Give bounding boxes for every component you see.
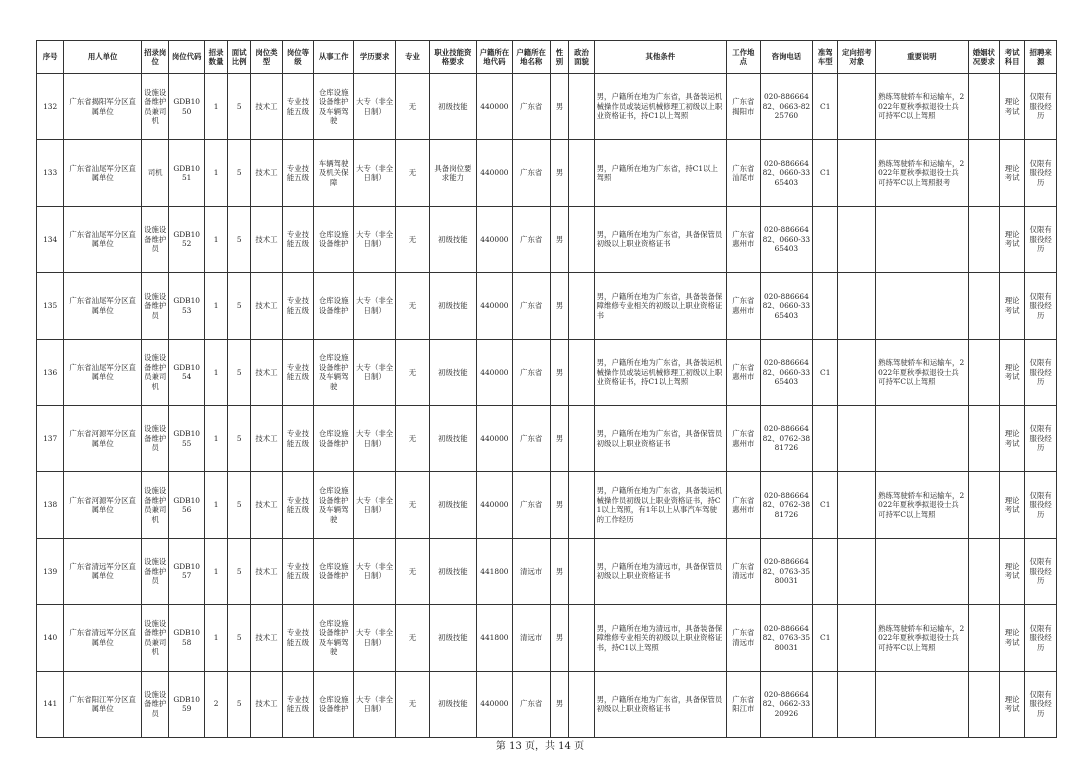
cell-edu: 大专（非全日制） (354, 140, 396, 206)
cell-hcode: 440000 (477, 405, 513, 471)
column-header: 户籍所在地名称 (512, 41, 550, 74)
cell-work: 仓库设施设备维护 (314, 206, 354, 272)
cell-count: 1 (205, 273, 228, 339)
cell-code: GDB1053 (169, 273, 205, 339)
table-header-row (37, 41, 1057, 74)
cell-exam: 理论考试 (1000, 74, 1025, 140)
cell-place: 广东省清远市 (727, 538, 761, 604)
cell-license (813, 538, 838, 604)
cell-type: 技术工 (251, 405, 283, 471)
cell-post: 设施设备维护员兼司机 (142, 74, 169, 140)
cell-level: 专业技能五级 (282, 273, 314, 339)
cell-target (838, 140, 876, 206)
cell-hname: 广东省 (512, 74, 550, 140)
cell-edu: 大专（非全日制） (354, 605, 396, 671)
table-row (37, 339, 1057, 405)
cell-type: 技术工 (251, 605, 283, 671)
cell-exam: 理论考试 (1000, 339, 1025, 405)
cell-note (876, 405, 968, 471)
cell-political (569, 538, 594, 604)
cell-type: 技术工 (251, 273, 283, 339)
cell-political (569, 671, 594, 737)
cell-other: 男，户籍所在地为清远市，具备保管员初级以上职业资格证书 (594, 538, 726, 604)
cell-type: 技术工 (251, 671, 283, 737)
cell-target (838, 206, 876, 272)
cell-target (838, 671, 876, 737)
cell-sex: 男 (550, 74, 569, 140)
cell-major: 无 (396, 405, 430, 471)
cell-post: 设施设备维护员 (142, 206, 169, 272)
cell-source: 仅限有服役经历 (1025, 74, 1057, 140)
cell-ratio: 5 (228, 140, 251, 206)
cell-ratio: 5 (228, 472, 251, 538)
cell-place: 广东省惠州市 (727, 472, 761, 538)
cell-other: 男，户籍所在地为广东省，持C1以上驾照 (594, 140, 726, 206)
cell-target (838, 472, 876, 538)
cell-target (838, 339, 876, 405)
cell-edu: 大专（非全日制） (354, 538, 396, 604)
table-row (37, 405, 1057, 471)
column-header: 婚姻状况要求 (968, 41, 1000, 74)
cell-work: 仓库设施设备维护及车辆驾驶 (314, 74, 354, 140)
cell-marriage (968, 538, 1000, 604)
cell-skill: 初级技能 (429, 339, 476, 405)
cell-place: 广东省揭阳市 (727, 74, 761, 140)
cell-phone: 020-88666482、0660-3365403 (760, 206, 813, 272)
cell-phone: 020-88666482、0662-3320926 (760, 671, 813, 737)
cell-source: 仅限有服役经历 (1025, 339, 1057, 405)
cell-exam: 理论考试 (1000, 140, 1025, 206)
cell-skill: 初级技能 (429, 671, 476, 737)
cell-phone: 020-88666482、0660-3365403 (760, 339, 813, 405)
cell-source: 仅限有服役经历 (1025, 273, 1057, 339)
cell-marriage (968, 472, 1000, 538)
cell-sex: 男 (550, 140, 569, 206)
cell-hcode: 440000 (477, 206, 513, 272)
cell-sex: 男 (550, 339, 569, 405)
cell-edu: 大专（非全日制） (354, 671, 396, 737)
cell-unit: 广东省汕尾军分区直属单位 (64, 273, 142, 339)
cell-skill: 初级技能 (429, 605, 476, 671)
cell-count: 1 (205, 339, 228, 405)
cell-license (813, 671, 838, 737)
cell-work: 仓库设施设备维护及车辆驾驶 (314, 339, 354, 405)
column-header: 政治面貌 (569, 41, 594, 74)
cell-count: 1 (205, 140, 228, 206)
cell-note: 熟练驾驶轿车和运输车，2022年夏秋季拟退役士兵可持军C以上驾照报考 (876, 140, 968, 206)
cell-phone: 020-88666482、0663-8225760 (760, 74, 813, 140)
cell-code: GDB1058 (169, 605, 205, 671)
cell-major: 无 (396, 339, 430, 405)
cell-no: 138 (37, 472, 64, 538)
cell-work: 仓库设施设备维护及车辆驾驶 (314, 605, 354, 671)
cell-marriage (968, 140, 1000, 206)
cell-hname: 清远市 (512, 538, 550, 604)
cell-phone: 020-88666482、0762-3881726 (760, 405, 813, 471)
table-row (37, 273, 1057, 339)
cell-phone: 020-88666482、0660-3365403 (760, 273, 813, 339)
cell-edu: 大专（非全日制） (354, 339, 396, 405)
cell-edu: 大专（非全日制） (354, 405, 396, 471)
table-row (37, 140, 1057, 206)
cell-hname: 广东省 (512, 273, 550, 339)
cell-no: 132 (37, 74, 64, 140)
cell-exam: 理论考试 (1000, 671, 1025, 737)
table-row (37, 206, 1057, 272)
cell-sex: 男 (550, 472, 569, 538)
cell-work: 仓库设施设备维护及车辆驾驶 (314, 472, 354, 538)
cell-major: 无 (396, 273, 430, 339)
column-header: 职业技能资格要求 (429, 41, 476, 74)
cell-sex: 男 (550, 538, 569, 604)
cell-target (838, 605, 876, 671)
cell-note: 熟练驾驶轿车和运输车，2022年夏秋季拟退役士兵可持军C以上驾照 (876, 339, 968, 405)
table-row (37, 472, 1057, 538)
cell-unit: 广东省清远军分区直属单位 (64, 538, 142, 604)
cell-note (876, 538, 968, 604)
cell-post: 设施设备维护员兼司机 (142, 472, 169, 538)
cell-code: GDB1056 (169, 472, 205, 538)
cell-level: 专业技能五级 (282, 605, 314, 671)
cell-hcode: 441800 (477, 605, 513, 671)
table-row (37, 671, 1057, 737)
cell-exam: 理论考试 (1000, 605, 1025, 671)
cell-post: 设施设备维护员 (142, 405, 169, 471)
cell-sex: 男 (550, 605, 569, 671)
recruitment-table-sheet (36, 40, 1057, 738)
cell-no: 140 (37, 605, 64, 671)
cell-hname: 广东省 (512, 140, 550, 206)
cell-ratio: 5 (228, 273, 251, 339)
cell-note (876, 671, 968, 737)
table-row (37, 74, 1057, 140)
cell-level: 专业技能五级 (282, 140, 314, 206)
cell-edu: 大专（非全日制） (354, 206, 396, 272)
cell-post: 设施设备维护员兼司机 (142, 339, 169, 405)
cell-no: 135 (37, 273, 64, 339)
cell-hcode: 441800 (477, 538, 513, 604)
cell-hcode: 440000 (477, 74, 513, 140)
cell-ratio: 5 (228, 339, 251, 405)
column-header: 咨询电话 (760, 41, 813, 74)
cell-sex: 男 (550, 273, 569, 339)
cell-place: 广东省惠州市 (727, 405, 761, 471)
cell-license: C1 (813, 605, 838, 671)
cell-marriage (968, 339, 1000, 405)
cell-major: 无 (396, 472, 430, 538)
column-header: 准驾车型 (813, 41, 838, 74)
cell-marriage (968, 74, 1000, 140)
cell-target (838, 538, 876, 604)
cell-note (876, 273, 968, 339)
cell-level: 专业技能五级 (282, 472, 314, 538)
column-header: 用人单位 (64, 41, 142, 74)
cell-major: 无 (396, 206, 430, 272)
cell-license: C1 (813, 140, 838, 206)
cell-work: 仓库设施设备维护 (314, 538, 354, 604)
cell-source: 仅限有服役经历 (1025, 671, 1057, 737)
cell-political (569, 339, 594, 405)
cell-target (838, 273, 876, 339)
cell-skill: 初级技能 (429, 74, 476, 140)
cell-count: 1 (205, 74, 228, 140)
cell-hname: 清远市 (512, 605, 550, 671)
cell-post: 设施设备维护员 (142, 538, 169, 604)
cell-type: 技术工 (251, 74, 283, 140)
cell-other: 男，户籍所在地为广东省，具备保管员初级以上职业资格证书 (594, 405, 726, 471)
cell-place: 广东省惠州市 (727, 339, 761, 405)
cell-phone: 020-88666482、0763-3580031 (760, 538, 813, 604)
cell-license (813, 273, 838, 339)
cell-count: 1 (205, 472, 228, 538)
cell-note (876, 206, 968, 272)
cell-count: 1 (205, 206, 228, 272)
cell-skill: 初级技能 (429, 405, 476, 471)
cell-other: 男，户籍所在地为广东省，具备保管员初级以上职业资格证书 (594, 206, 726, 272)
cell-political (569, 273, 594, 339)
cell-code: GDB1050 (169, 74, 205, 140)
cell-ratio: 5 (228, 538, 251, 604)
cell-type: 技术工 (251, 339, 283, 405)
cell-hcode: 440000 (477, 339, 513, 405)
cell-count: 1 (205, 405, 228, 471)
cell-ratio: 5 (228, 74, 251, 140)
cell-source: 仅限有服役经历 (1025, 405, 1057, 471)
cell-code: GDB1057 (169, 538, 205, 604)
column-header: 招录数量 (205, 41, 228, 74)
column-header: 其他条件 (594, 41, 726, 74)
cell-other: 男，户籍所在地为广东省，具备装运机械操作员初级以上职业资格证书，持C1以上驾照，有1年以上从事汽车驾驶的工作经历 (594, 472, 726, 538)
cell-unit: 广东省汕尾军分区直属单位 (64, 140, 142, 206)
cell-code: GDB1052 (169, 206, 205, 272)
cell-code: GDB1059 (169, 671, 205, 737)
cell-ratio: 5 (228, 605, 251, 671)
cell-level: 专业技能五级 (282, 405, 314, 471)
cell-political (569, 472, 594, 538)
cell-sex: 男 (550, 206, 569, 272)
column-header: 招录岗位 (142, 41, 169, 74)
cell-license: C1 (813, 472, 838, 538)
table-row (37, 538, 1057, 604)
cell-other: 男，户籍所在地为广东省，具备装备保障维修专业相关的初级以上职业资格证书 (594, 273, 726, 339)
cell-edu: 大专（非全日制） (354, 472, 396, 538)
cell-marriage (968, 671, 1000, 737)
cell-note: 熟练驾驶轿车和运输车，2022年夏秋季拟退役士兵可持军C以上驾照 (876, 472, 968, 538)
cell-unit: 广东省河源军分区直属单位 (64, 472, 142, 538)
cell-work: 仓库设施设备维护 (314, 671, 354, 737)
cell-skill: 初级技能 (429, 538, 476, 604)
cell-marriage (968, 206, 1000, 272)
cell-no: 141 (37, 671, 64, 737)
cell-count: 2 (205, 671, 228, 737)
cell-exam: 理论考试 (1000, 273, 1025, 339)
cell-place: 广东省惠州市 (727, 273, 761, 339)
cell-exam: 理论考试 (1000, 472, 1025, 538)
cell-marriage (968, 273, 1000, 339)
cell-license: C1 (813, 74, 838, 140)
column-header: 序号 (37, 41, 64, 74)
cell-license: C1 (813, 339, 838, 405)
cell-source: 仅限有服役经历 (1025, 538, 1057, 604)
column-header: 岗位代码 (169, 41, 205, 74)
cell-target (838, 405, 876, 471)
column-header: 户籍所在地代码 (477, 41, 513, 74)
cell-ratio: 5 (228, 206, 251, 272)
cell-post: 设施设备维护员兼司机 (142, 605, 169, 671)
cell-major: 无 (396, 74, 430, 140)
cell-exam: 理论考试 (1000, 405, 1025, 471)
cell-unit: 广东省汕尾军分区直属单位 (64, 206, 142, 272)
cell-political (569, 74, 594, 140)
cell-hname: 广东省 (512, 405, 550, 471)
cell-hcode: 440000 (477, 140, 513, 206)
cell-work: 仓库设施设备维护 (314, 405, 354, 471)
column-header: 学历要求 (354, 41, 396, 74)
cell-other: 男，户籍所在地为广东省，具备装运机械操作员或装运机械修理工初级以上职业资格证书，持C1以上驾照 (594, 339, 726, 405)
cell-ratio: 5 (228, 671, 251, 737)
cell-major: 无 (396, 605, 430, 671)
cell-level: 专业技能五级 (282, 206, 314, 272)
cell-major: 无 (396, 140, 430, 206)
cell-unit: 广东省阳江军分区直属单位 (64, 671, 142, 737)
cell-hname: 广东省 (512, 339, 550, 405)
cell-place: 广东省阳江市 (727, 671, 761, 737)
cell-unit: 广东省揭阳军分区直属单位 (64, 74, 142, 140)
cell-post: 司机 (142, 140, 169, 206)
cell-unit: 广东省河源军分区直属单位 (64, 405, 142, 471)
cell-type: 技术工 (251, 206, 283, 272)
table-row (37, 605, 1057, 671)
recruitment-table (36, 40, 1057, 738)
page-footer: 第 13 页，共 14 页 (495, 741, 585, 752)
cell-no: 137 (37, 405, 64, 471)
cell-phone: 020-88666482、0660-3365403 (760, 140, 813, 206)
cell-other: 男，户籍所在地为清远市，具备装备保障维修专业相关的初级以上职业资格证书，持C1以上驾照 (594, 605, 726, 671)
cell-place: 广东省惠州市 (727, 206, 761, 272)
cell-type: 技术工 (251, 538, 283, 604)
column-header: 岗位等级 (282, 41, 314, 74)
cell-post: 设施设备维护员 (142, 671, 169, 737)
cell-marriage (968, 605, 1000, 671)
cell-political (569, 140, 594, 206)
cell-level: 专业技能五级 (282, 538, 314, 604)
cell-sex: 男 (550, 405, 569, 471)
cell-marriage (968, 405, 1000, 471)
column-header: 从事工作 (314, 41, 354, 74)
cell-no: 133 (37, 140, 64, 206)
cell-ratio: 5 (228, 405, 251, 471)
column-header: 重要说明 (876, 41, 968, 74)
column-header: 面试比例 (228, 41, 251, 74)
cell-sex: 男 (550, 671, 569, 737)
cell-skill: 初级技能 (429, 273, 476, 339)
column-header: 专业 (396, 41, 430, 74)
cell-other: 男，户籍所在地为广东省，具备保管员初级以上职业资格证书 (594, 671, 726, 737)
cell-edu: 大专（非全日制） (354, 74, 396, 140)
cell-edu: 大专（非全日制） (354, 273, 396, 339)
cell-work: 车辆驾驶及机关保障 (314, 140, 354, 206)
column-header: 定向招考对象 (838, 41, 876, 74)
column-header: 岗位类型 (251, 41, 283, 74)
cell-no: 134 (37, 206, 64, 272)
cell-level: 专业技能五级 (282, 671, 314, 737)
cell-skill: 具备岗位要求能力 (429, 140, 476, 206)
cell-exam: 理论考试 (1000, 538, 1025, 604)
cell-major: 无 (396, 538, 430, 604)
cell-hname: 广东省 (512, 472, 550, 538)
cell-political (569, 605, 594, 671)
column-header: 考试科目 (1000, 41, 1025, 74)
column-header: 招聘来源 (1025, 41, 1057, 74)
cell-code: GDB1054 (169, 339, 205, 405)
column-header: 性别 (550, 41, 569, 74)
cell-source: 仅限有服役经历 (1025, 605, 1057, 671)
cell-source: 仅限有服役经历 (1025, 206, 1057, 272)
cell-post: 设施设备维护员 (142, 273, 169, 339)
cell-political (569, 206, 594, 272)
cell-count: 1 (205, 538, 228, 604)
cell-no: 136 (37, 339, 64, 405)
cell-skill: 初级技能 (429, 206, 476, 272)
cell-license (813, 405, 838, 471)
cell-hname: 广东省 (512, 671, 550, 737)
cell-no: 139 (37, 538, 64, 604)
cell-phone: 020-88666482、0762-3881726 (760, 472, 813, 538)
cell-place: 广东省汕尾市 (727, 140, 761, 206)
cell-unit: 广东省汕尾军分区直属单位 (64, 339, 142, 405)
cell-work: 仓库设施设备维护 (314, 273, 354, 339)
cell-skill: 初级技能 (429, 472, 476, 538)
cell-type: 技术工 (251, 472, 283, 538)
cell-place: 广东省清远市 (727, 605, 761, 671)
cell-type: 技术工 (251, 140, 283, 206)
cell-code: GDB1051 (169, 140, 205, 206)
cell-license (813, 206, 838, 272)
cell-political (569, 405, 594, 471)
cell-hcode: 440000 (477, 671, 513, 737)
cell-note: 熟练驾驶轿车和运输车，2022年夏秋季拟退役士兵可持军C以上驾照 (876, 74, 968, 140)
cell-unit: 广东省清远军分区直属单位 (64, 605, 142, 671)
cell-target (838, 74, 876, 140)
cell-level: 专业技能五级 (282, 74, 314, 140)
cell-hname: 广东省 (512, 206, 550, 272)
cell-phone: 020-88666482、0763-3580031 (760, 605, 813, 671)
cell-count: 1 (205, 605, 228, 671)
cell-hcode: 440000 (477, 472, 513, 538)
cell-note: 熟练驾驶轿车和运输车，2022年夏秋季拟退役士兵可持军C以上驾照 (876, 605, 968, 671)
cell-source: 仅限有服役经历 (1025, 472, 1057, 538)
cell-source: 仅限有服役经历 (1025, 140, 1057, 206)
cell-hcode: 440000 (477, 273, 513, 339)
cell-code: GDB1055 (169, 405, 205, 471)
cell-major: 无 (396, 671, 430, 737)
cell-other: 男，户籍所在地为广东省，具备装运机械操作员或装运机械修理工初级以上职业资格证书，持C1以上驾照 (594, 74, 726, 140)
cell-level: 专业技能五级 (282, 339, 314, 405)
column-header: 工作地点 (727, 41, 761, 74)
cell-exam: 理论考试 (1000, 206, 1025, 272)
table-body (37, 74, 1057, 738)
